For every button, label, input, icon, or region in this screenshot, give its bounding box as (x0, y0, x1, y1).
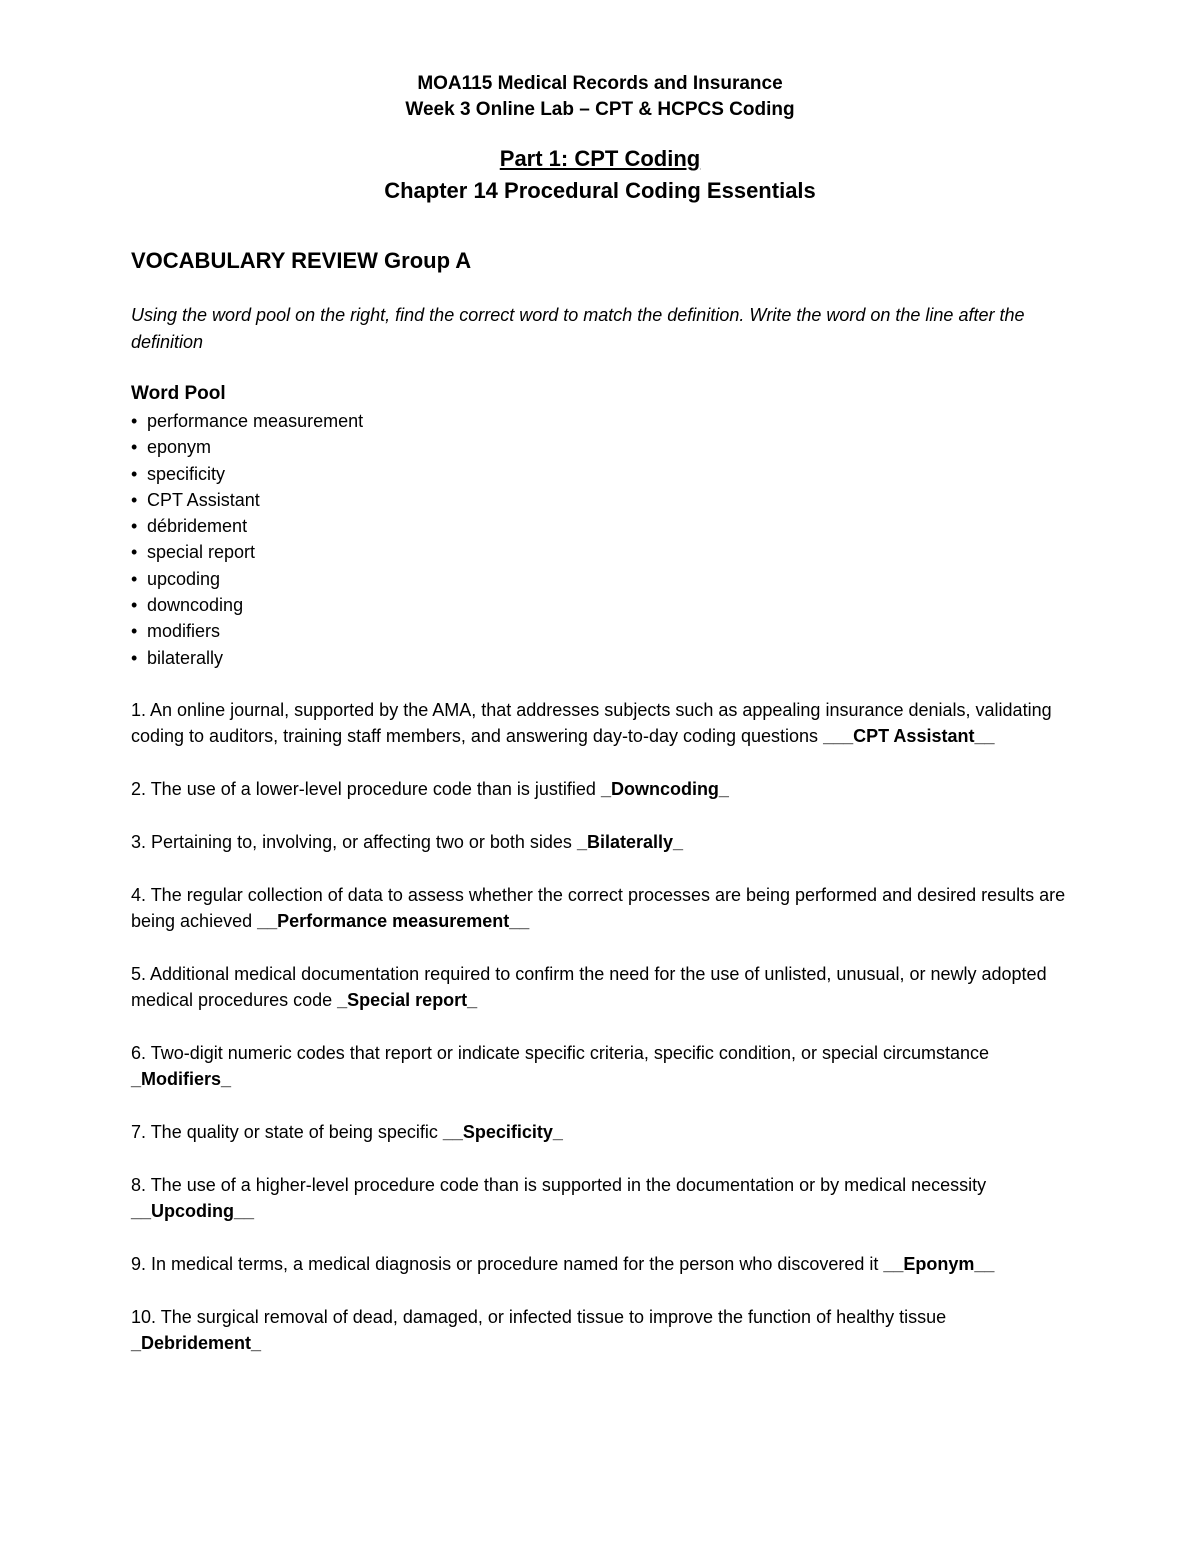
bullet-icon: • (131, 595, 138, 616)
question-item (131, 1304, 1076, 1357)
answer-text: ___CPT Assistant__ (823, 726, 995, 747)
question-item (131, 697, 1076, 750)
question-text: The use of a lower-level procedure code than is justified (146, 779, 601, 800)
question-item (131, 1040, 1076, 1093)
bullet-icon: • (131, 489, 138, 510)
word-pool-item (131, 592, 631, 618)
question-item (131, 1172, 1076, 1225)
question-number: 5. (131, 963, 147, 984)
answer-text: __Eponym__ (883, 1253, 995, 1274)
bullet-icon: • (131, 437, 138, 458)
section-heading: VOCABULARY REVIEW Group A (131, 248, 472, 273)
bullet-icon: • (131, 516, 138, 537)
answer-text: _Debridement_ (131, 1332, 262, 1353)
word-pool-list (131, 408, 631, 671)
answer-text: __Specificity_ (442, 1121, 563, 1142)
question-item (131, 961, 1076, 1014)
word-pool-item (131, 408, 631, 434)
bullet-icon: • (131, 568, 138, 589)
answer-text: _Special report_ (337, 990, 478, 1011)
word-pool-item-label: débridement (147, 516, 248, 537)
question-number: 9. (131, 1253, 147, 1274)
question-number: 1. (131, 700, 147, 720)
question-number: 6. (131, 1042, 147, 1063)
lab-title: Week 3 Online Lab – CPT & HCPCS Coding (405, 99, 795, 120)
word-pool-item-label: performance measurement (147, 411, 364, 431)
answer-text: _Downcoding_ (600, 779, 729, 800)
question-item (131, 829, 1076, 855)
question-text: In medical terms, a medical diagnosis or procedure named for the person who discovered it (146, 1253, 884, 1274)
document-header (0, 71, 1200, 123)
answer-text: _Bilaterally_ (576, 831, 684, 852)
bullet-icon: • (131, 621, 138, 642)
word-pool-title: Word Pool (131, 383, 226, 404)
question-item (131, 882, 1076, 935)
word-pool-item (131, 539, 631, 565)
question-number: 2. (131, 779, 147, 800)
question-text: The regular collection of data to assess whether the correct processes are being performed and desired results are being achieved (131, 884, 1066, 931)
question-text: The surgical removal of dead, damaged, or infected tissue to improve the function of healthy tissue (156, 1306, 947, 1327)
question-text: Two-digit numeric codes that report or indicate specific criteria, specific condition, or special circumstance (146, 1042, 990, 1063)
question-item (131, 776, 1076, 802)
word-pool-item-label: specificity (147, 463, 226, 484)
word-pool-item-label: CPT Assistant (147, 489, 260, 510)
word-pool-item-label: downcoding (147, 595, 244, 616)
word-pool-item (131, 513, 631, 539)
bullet-icon: • (131, 411, 138, 431)
question-text: An online journal, supported by the AMA, that addresses subjects such as appealing insurance denials, validating coding to auditors, training staff members, and answering day-to-day coding questions (131, 700, 1052, 747)
word-pool-item (131, 461, 631, 487)
answer-text: _Modifiers_ (131, 1069, 232, 1090)
question-number: 7. (131, 1121, 147, 1142)
word-pool-item (131, 487, 631, 513)
question-text: The use of a higher-level procedure code than is supported in the documentation or by medical necessity (146, 1174, 987, 1195)
question-text: Additional medical documentation required to confirm the need for the use of unlisted, unusual, or newly adopted medical procedures code (131, 963, 1047, 1011)
answer-text: __Upcoding__ (131, 1201, 255, 1222)
course-title: MOA115 Medical Records and Insurance (417, 73, 783, 94)
part-title: Part 1: CPT Coding (499, 146, 701, 171)
chapter-title: Chapter 14 Procedural Coding Essentials (384, 178, 816, 203)
answer-text: __Performance measurement__ (257, 910, 530, 931)
instructions: Using the word pool on the right, find the correct word to match the definition. Write the word on the line after the definition (131, 305, 1025, 352)
question-number: 4. (131, 884, 147, 905)
question-number: 8. (131, 1174, 147, 1195)
word-pool (131, 380, 631, 671)
bullet-icon: • (131, 647, 138, 668)
word-pool-item-label: modifiers (147, 621, 221, 642)
word-pool-item-label: eponym (147, 437, 212, 458)
word-pool-item-label: bilaterally (147, 647, 224, 668)
word-pool-item-label: upcoding (147, 568, 221, 589)
word-pool-item-label: special report (147, 542, 256, 563)
word-pool-item (131, 434, 631, 460)
question-number: 10. (131, 1306, 157, 1327)
question-text: The quality or state of being specific (146, 1121, 443, 1142)
question-item (131, 1251, 1076, 1277)
question-item (131, 1119, 1076, 1145)
question-text: Pertaining to, involving, or affecting two or both sides (146, 831, 577, 852)
part-block (0, 144, 1200, 208)
word-pool-item (131, 566, 631, 592)
question-number: 3. (131, 831, 147, 852)
bullet-icon: • (131, 463, 138, 484)
question-list (131, 697, 1076, 1383)
bullet-icon: • (131, 542, 138, 563)
word-pool-item (131, 645, 631, 671)
word-pool-item (131, 618, 631, 644)
